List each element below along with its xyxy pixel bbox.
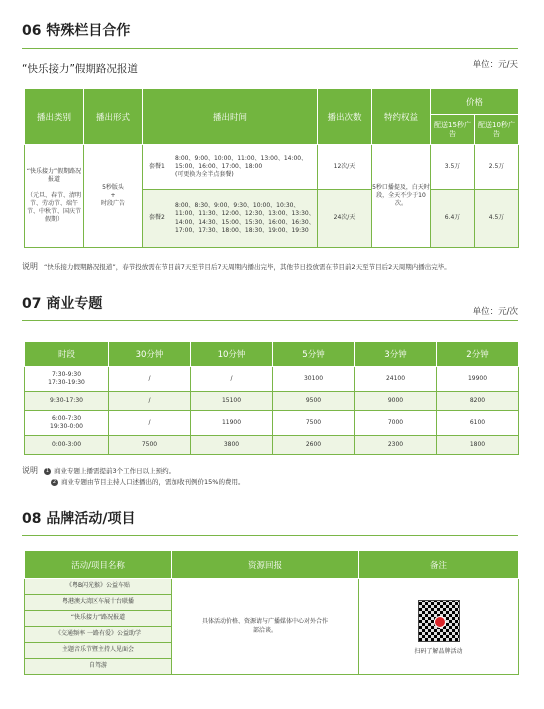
- rights-cell: 5秒口播提及，白天时段，全天不少于10次。: [372, 145, 431, 248]
- section-06-note-label: 说明: [22, 262, 38, 271]
- qr-code-icon[interactable]: [418, 600, 460, 642]
- header-price: 价格: [431, 89, 519, 115]
- header-30min: 30分钟: [109, 342, 191, 367]
- row-1-10min: /: [191, 367, 273, 392]
- number-1-icon: 1: [45, 467, 50, 474]
- header-time: 播出时间: [143, 89, 318, 145]
- section-06-subtitle: “快乐接力”假期路况报道: [22, 63, 138, 75]
- row-4-10min: 3800: [191, 436, 273, 455]
- section-06-note-text: “快乐接力假期路况报道”，春节投放需在节目前7天至节目后7天周期内播出完毕，其他节日投放需在节目前2天至节目后2天周期内播出完毕。: [44, 263, 451, 271]
- row-1-5min: 30100: [273, 367, 355, 392]
- section-08-title: 08 品牌活动/项目: [22, 511, 136, 527]
- package-2-times: [143, 190, 318, 248]
- row-3-3min: 7000: [355, 411, 437, 436]
- package-1-count: 12次/天: [318, 145, 372, 190]
- header-remark: 备注: [359, 551, 519, 579]
- category-cell: “快乐接力”假期路况报道 （元旦、春节、清明节、劳动节、端午节、中秋节、国庆节假期）: [25, 145, 84, 248]
- package-1-times: [143, 145, 318, 190]
- row-2-3min: 9000: [355, 392, 437, 411]
- row-1-3min: 24100: [355, 367, 437, 392]
- header-category: 播出类别: [25, 89, 84, 145]
- section-07-divider: [22, 320, 518, 321]
- activity-item: 主题音乐节暨主持人见面会: [25, 643, 172, 659]
- header-2min: 2分钟: [437, 342, 519, 367]
- package-2-price10: 4.5万: [475, 190, 519, 248]
- section-06-title: 06 特殊栏目合作: [22, 23, 131, 39]
- activity-item: 自驾游: [25, 659, 172, 675]
- brand-activity-table: [24, 550, 519, 675]
- section-06-divider: [22, 48, 518, 49]
- row-3-5min: 7500: [273, 411, 355, 436]
- package-1-price10: 2.5万: [475, 145, 519, 190]
- section-07-note-label: 说明: [22, 466, 38, 475]
- form-cell: 5秒版头 + 时段广告: [84, 145, 143, 248]
- special-program-table: [24, 88, 519, 248]
- row-3-30min: /: [109, 411, 191, 436]
- header-rights: 特约权益: [372, 89, 431, 145]
- row-2-2min: 8200: [437, 392, 519, 411]
- header-price15: 配送15秒广告: [431, 115, 475, 145]
- row-4-30min: 7500: [109, 436, 191, 455]
- row-4-5min: 2600: [273, 436, 355, 455]
- activity-item: 粤港澳大湾区车展十台联播: [25, 595, 172, 611]
- section-06-note: [22, 261, 451, 273]
- header-10min: 10分钟: [191, 342, 273, 367]
- section-07-note: [22, 465, 244, 487]
- row-4-slot: 0:00-3:00: [25, 436, 109, 455]
- resource-cell: 具体活动价格、资源请与广播媒体中心对外合作部洽谈。: [172, 579, 359, 675]
- row-2-10min: 15100: [191, 392, 273, 411]
- section-07-note-2: 商业专题由节目主持人口述播出的，需加收刊例价15%的费用。: [61, 478, 245, 487]
- section-06-unit: 单位：元/天: [472, 60, 518, 70]
- header-timeslot: 时段: [25, 342, 109, 367]
- row-1-slot: 7:30-9:30 17:30-19:30: [25, 367, 109, 392]
- number-2-icon: 2: [52, 478, 57, 485]
- commercial-special-table: [24, 341, 519, 455]
- row-1-2min: 19900: [437, 367, 519, 392]
- row-4-3min: 2300: [355, 436, 437, 455]
- section-07-unit: 单位：元/次: [472, 307, 518, 317]
- header-resource: 资源回报: [172, 551, 359, 579]
- activity-item: “快乐接力”路况报道: [25, 611, 172, 627]
- package-1-price15: 3.5万: [431, 145, 475, 190]
- header-price10: 配送10秒广告: [475, 115, 519, 145]
- table-row: [25, 436, 519, 455]
- header-activity: 活动/项目名称: [25, 551, 172, 579]
- remark-cell: [359, 579, 519, 675]
- row-3-slot: 6:00-7:30 19:30-0:00: [25, 411, 109, 436]
- activity-item: 《交通频率 一路有爱》公益助学: [25, 627, 172, 643]
- table-row: [25, 392, 519, 411]
- header-3min: 3分钟: [355, 342, 437, 367]
- row-4-2min: 1800: [437, 436, 519, 455]
- table-row: [25, 367, 519, 392]
- brand-logo-icon: [434, 616, 446, 628]
- header-5min: 5分钟: [273, 342, 355, 367]
- remark-text: 扫码了解品牌活动: [414, 648, 463, 656]
- package-2-name: 套餐2: [149, 214, 165, 222]
- activity-item: 《粤B闪光猴》公益车贴: [25, 579, 172, 595]
- row-2-30min: /: [109, 392, 191, 411]
- row-2-5min: 9500: [273, 392, 355, 411]
- row-2-slot: 9:30-17:30: [25, 392, 109, 411]
- section-07-note-1: 商业专题上播需提前3个工作日以上预约。: [54, 467, 176, 475]
- row-3-2min: 6100: [437, 411, 519, 436]
- package-2-time-list: 8:00、8:30、9:00、9:30、10:00、10:30、11:00、11:30、12:00、12:30、13:00、13:30、14:00、14:30、15:00、15:30、16:00、16:30、17:00、17:30、18:00、18:30、19:00、19:30: [175, 202, 315, 234]
- row-3-10min: 11900: [191, 411, 273, 436]
- section-08-divider: [22, 535, 518, 536]
- package-2-count: 24次/天: [318, 190, 372, 248]
- row-1-30min: /: [109, 367, 191, 392]
- section-07-title: 07 商业专题: [22, 296, 103, 312]
- header-form: 播出形式: [84, 89, 143, 145]
- header-count: 播出次数: [318, 89, 372, 145]
- package-2-price15: 6.4万: [431, 190, 475, 248]
- package-1-name: 套餐1: [149, 162, 165, 170]
- package-1-time-list: 8:00、9:00、10:00、11:00、13:00、14:00、15:00、16:00、17:00、18:00 (可更换为全半点套餐): [175, 154, 308, 179]
- table-row: [25, 411, 519, 436]
